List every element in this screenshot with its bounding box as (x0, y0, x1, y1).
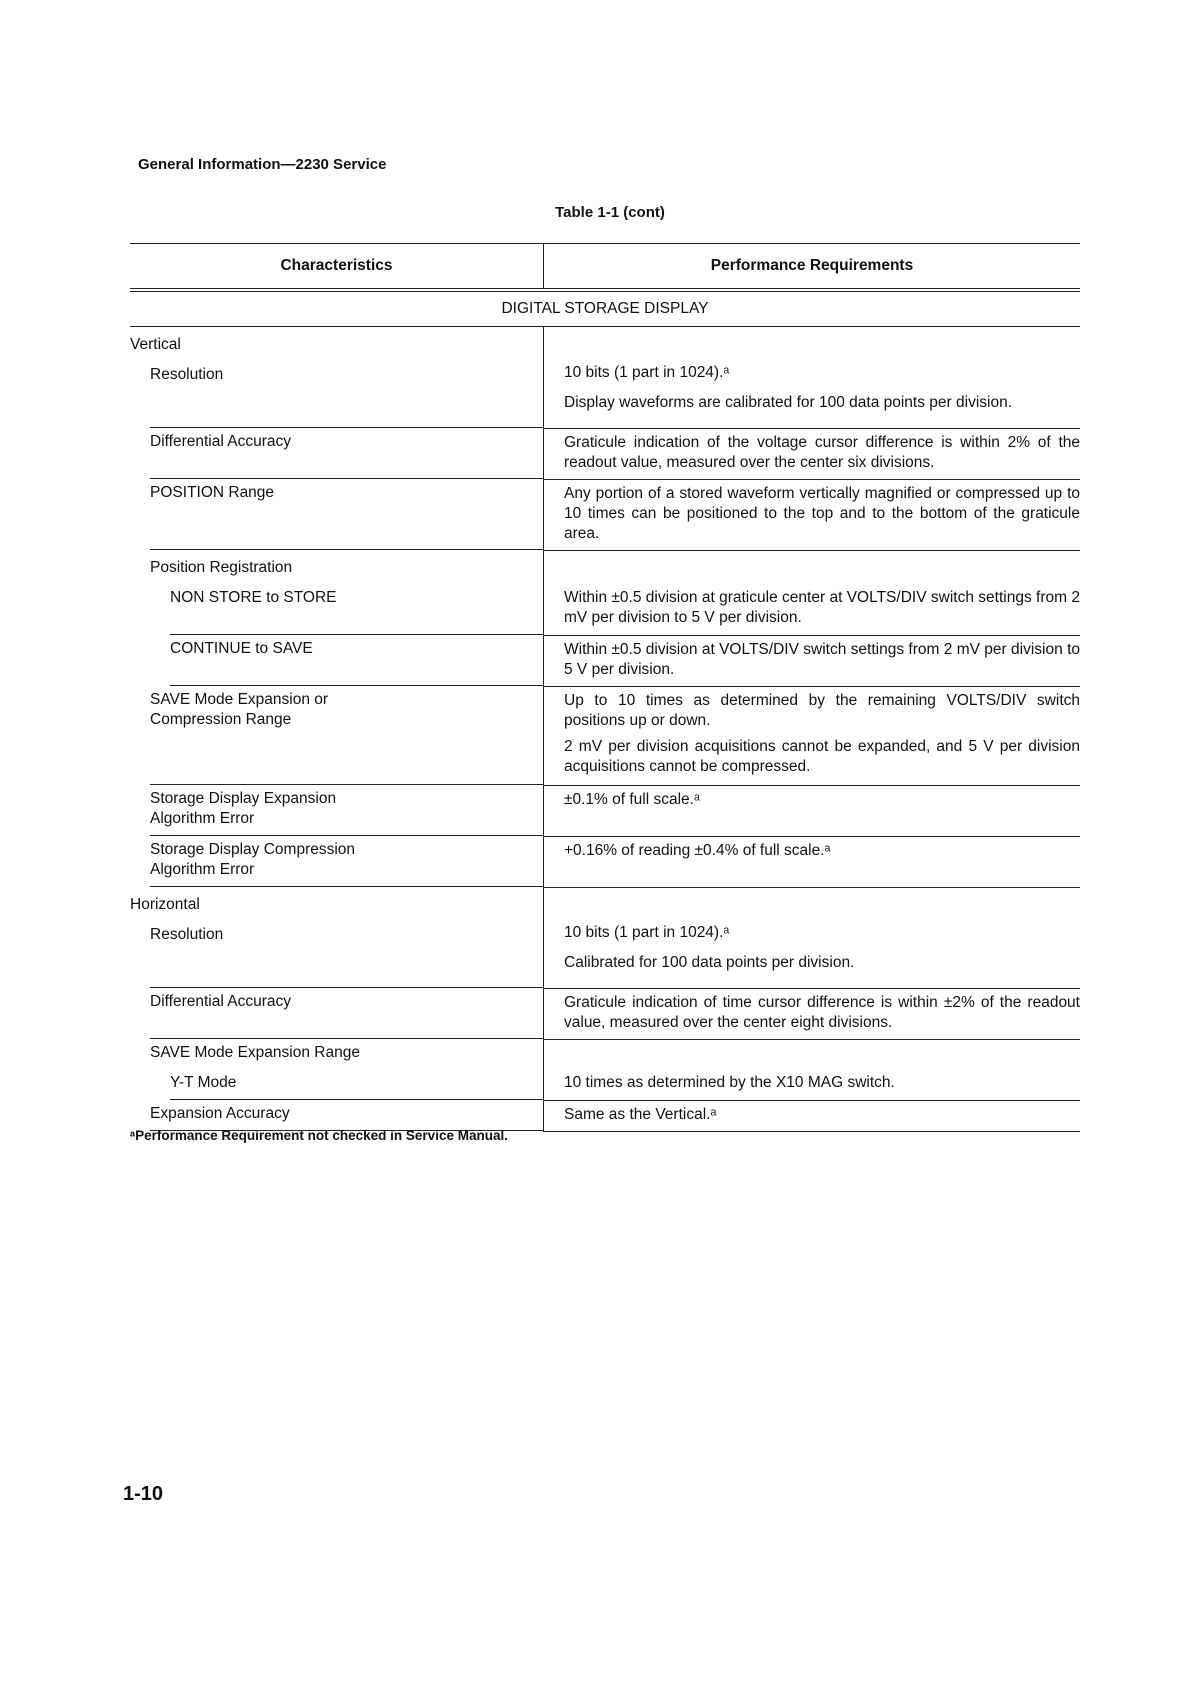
vertical-resolution-req1: 10 bits (1 part in 1024).ᵃ (564, 364, 730, 381)
vertical-save-mode-name-line1: SAVE Mode Expansion or (150, 691, 329, 708)
table-title: Table 1-1 (cont) (555, 204, 665, 221)
vertical-resolution-name: Resolution (150, 361, 543, 428)
vertical-save-mode-req2: 2 mV per division acquisitions cannot be expanded, and 5 V per division acquisitions cannot be compressed. (564, 737, 1080, 775)
expansion-accuracy-row (130, 1100, 1080, 1131)
compression-error-name-line2: Algorithm Error (150, 861, 255, 878)
specification-table (130, 243, 1080, 1132)
table-footnote: ᵃPerformance Requirement not checked in Service Manual. (130, 1128, 508, 1143)
yt-mode-name: Y-T Mode (170, 1069, 543, 1100)
yt-mode-req: 10 times as determined by the X10 MAG switch. (544, 1069, 1081, 1100)
position-registration-name: Position Registration (150, 559, 293, 576)
non-store-req: Within ±0.5 division at graticule center at VOLTS/DIV switch settings from 2 mV per division to 5 V per division. (544, 584, 1081, 635)
continue-save-req: Within ±0.5 division at VOLTS/DIV switch settings from 2 mV per division to 5 V per division. (544, 635, 1081, 686)
vertical-position-range-name: POSITION Range (150, 479, 543, 550)
compression-error-name-line1: Storage Display Compression (150, 841, 356, 858)
vertical-group-row (130, 327, 1080, 362)
expansion-accuracy-name: Expansion Accuracy (150, 1100, 543, 1131)
non-store-name: NON STORE to STORE (170, 584, 543, 635)
vertical-differential-accuracy-name: Differential Accuracy (150, 428, 543, 479)
horizontal-differential-accuracy-row (130, 988, 1080, 1039)
vertical-position-range-req: Any portion of a stored waveform vertically magnified or compressed up to 10 times can be positioned to the top and to the bottom of the graticule area. (544, 479, 1081, 550)
characteristics-header: Characteristics (130, 244, 544, 291)
expansion-error-name-line2: Algorithm Error (150, 810, 255, 827)
vertical-save-mode-name-line2: Compression Range (150, 711, 292, 728)
table-header-row (130, 244, 1080, 291)
yt-mode-row (130, 1069, 1080, 1100)
horizontal-save-mode-row (130, 1039, 1080, 1069)
compression-error-row (130, 836, 1080, 887)
horizontal-resolution-name: Resolution (150, 921, 543, 988)
vertical-save-mode-req1: Up to 10 times as determined by the remaining VOLTS/DIV switch positions up or down. (564, 691, 1080, 729)
expansion-error-row (130, 785, 1080, 836)
horizontal-differential-accuracy-name: Differential Accuracy (150, 988, 543, 1039)
expansion-accuracy-req: Same as the Vertical.ᵃ (544, 1100, 1081, 1131)
vertical-save-mode-row (130, 686, 1080, 785)
vertical-differential-accuracy-req: Graticule indication of the voltage cursor difference is within 2% of the readout value, measured over the center six divisions. (544, 428, 1081, 479)
horizontal-save-mode-name: SAVE Mode Expansion Range (150, 1044, 360, 1061)
horizontal-resolution-req1: 10 bits (1 part in 1024).ᵃ (564, 924, 730, 941)
vertical-differential-accuracy-row (130, 428, 1080, 479)
vertical-resolution-row (130, 361, 1080, 428)
compression-error-req: +0.16% of reading ±0.4% of full scale.ᵃ (544, 836, 1081, 887)
section-title: DIGITAL STORAGE DISPLAY (130, 290, 1080, 327)
horizontal-resolution-req2: Calibrated for 100 data points per division. (564, 954, 855, 971)
section-row (130, 290, 1080, 327)
vertical-resolution-req2: Display waveforms are calibrated for 100 data points per division. (564, 394, 1013, 411)
position-registration-row (130, 550, 1080, 584)
horizontal-group-row (130, 887, 1080, 921)
horizontal-resolution-row (130, 921, 1080, 988)
expansion-error-req: ±0.1% of full scale.ᵃ (544, 785, 1081, 836)
performance-header: Performance Requirements (544, 244, 1081, 291)
horizontal-label: Horizontal (130, 896, 200, 913)
horizontal-differential-accuracy-req: Graticule indication of time cursor difference is within ±2% of the readout value, measured over the center eight divisions. (544, 988, 1081, 1039)
running-head: General Information—2230 Service (138, 156, 387, 173)
expansion-error-name-line1: Storage Display Expansion (150, 790, 337, 807)
continue-save-name: CONTINUE to SAVE (170, 635, 543, 686)
vertical-position-range-row (130, 479, 1080, 550)
non-store-row (130, 584, 1080, 635)
continue-save-row (130, 635, 1080, 686)
page-number: 1-10 (123, 1483, 164, 1505)
vertical-label: Vertical (130, 336, 181, 353)
